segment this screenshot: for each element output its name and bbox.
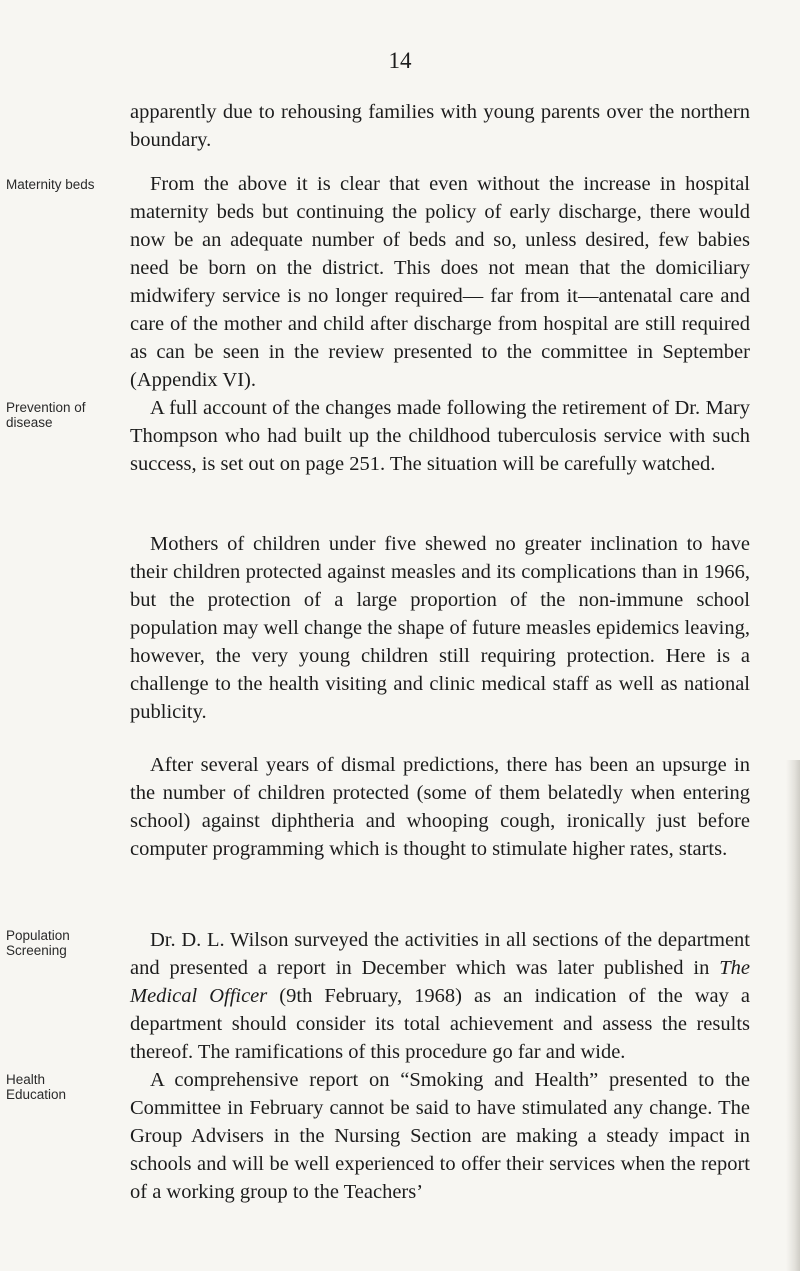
margin-note-maternity-beds: Maternity beds xyxy=(6,177,95,192)
paragraph-health-education-text: A comprehensive report on “Smoking and Health” presented to the Committee in February cannot be said to have stimulated any change. The Group Advisers in the Nursing Section are making a steady impact in schools and will be well experienced to offer their services when the report of a working group to the Teachers’ xyxy=(130,1069,750,1203)
paragraph-diphtheria xyxy=(130,751,750,863)
margin-note-prevention-of-disease: Prevention of disease xyxy=(6,400,86,430)
margin-note-health-education: Health Education xyxy=(6,1072,67,1102)
paragraph-screening-text-before: Dr. D. L. Wilson surveyed the activities in all sections of the department and presented a report in December which was later published in xyxy=(130,929,750,979)
paragraph-health-education xyxy=(130,1066,750,1206)
paragraph-maternity-beds-text: From the above it is clear that even without the increase in hospital maternity beds but continuing the policy of early discharge, there would now be an adequate number of beds and so, unless desired, few babies need be born on the district. This does not mean that the domiciliary midwifery service is no longer required— far from it—antenatal care and care of the mother and child after discharge from hospital are still required as can be seen in the review presented to the committee in September (Appendix VI). xyxy=(130,173,750,391)
paragraph-rehousing: apparently due to rehousing families with young parents over the northern boundary. xyxy=(130,101,750,151)
publication-title: The Medical Officer xyxy=(130,957,750,1007)
page-edge-shadow xyxy=(786,760,800,1271)
paragraph-population-screening xyxy=(130,926,750,1066)
paragraph-prevention-of-disease xyxy=(130,394,750,478)
margin-note-population-screening: Population Screening xyxy=(6,928,70,958)
paragraph-maternity-beds xyxy=(130,170,750,394)
paragraph-prevention-text: A full account of the changes made following the retirement of Dr. Mary Thompson who had built up the childhood tuberculosis service with such success, is set out on page 251. The situation will be carefully watched. xyxy=(130,397,750,475)
page-number: 14 xyxy=(388,48,412,73)
paragraph-diphtheria-text: After several years of dismal predictions, there has been an upsurge in the number of children protected (some of them belatedly when entering school) against diphtheria and whooping cough, ironically just before computer programming which is thought to stimulate higher rates, starts. xyxy=(130,754,750,860)
paragraph-measles-text: Mothers of children under five shewed no greater inclination to have their children protected against measles and its complications than in 1966, but the protection of a large proportion of the non-immune school population may well change the shape of future measles epidemics leaving, however, the very young children still requiring protection. Here is a challenge to the health visiting and clinic medical staff as well as national publicity. xyxy=(130,533,750,723)
paragraph-screening-text-after: (9th February, 1968) as an indication of the way a department should consider its total achievement and assess the results thereof. The ramifications of this procedure go far and wide. xyxy=(130,985,750,1063)
paragraph-measles xyxy=(130,530,750,726)
